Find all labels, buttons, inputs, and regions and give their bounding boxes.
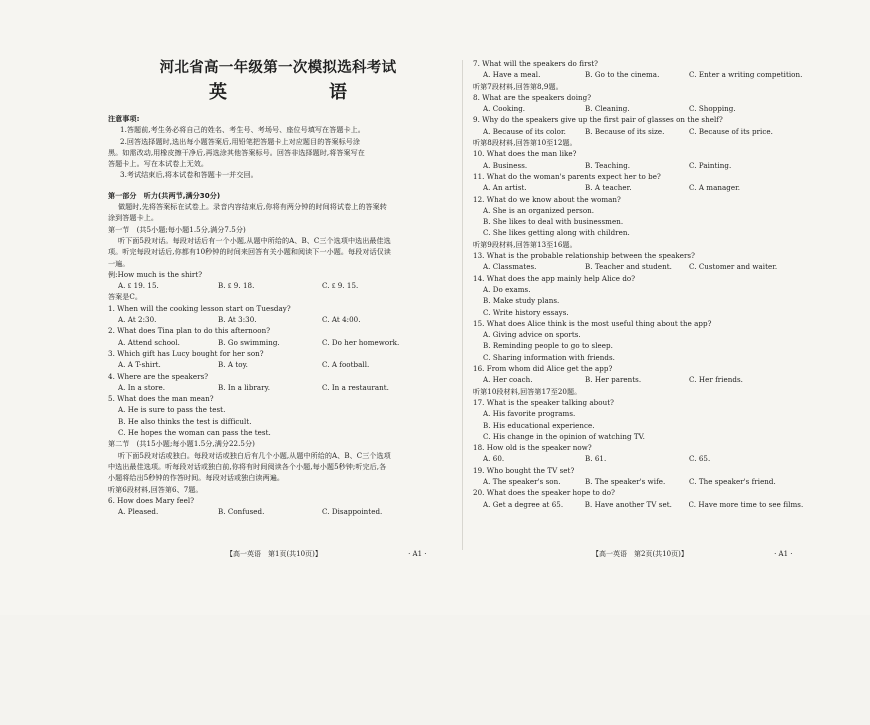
left-question-list bbox=[108, 303, 448, 439]
question-options bbox=[473, 182, 803, 193]
option: A. Classmates. bbox=[483, 262, 537, 272]
note-line: 黑。如需改动,用橡皮擦干净后,再选涂其他答案标号。回答非选择题时,将答案写在 bbox=[108, 147, 365, 157]
question-text: 20. What does the speaker hope to do? bbox=[473, 488, 615, 498]
example-options bbox=[108, 280, 448, 291]
question-text: 6. How does Mary feel? bbox=[108, 495, 195, 505]
example-question: 例:How much is the shirt? bbox=[108, 269, 203, 279]
note-line: 答题卡上。写在本试卷上无效。 bbox=[108, 159, 209, 169]
option: C. His change in the opinion of watching TV. bbox=[483, 431, 645, 441]
footer-code: · A1 · bbox=[408, 550, 427, 558]
option: C. A manager. bbox=[689, 183, 741, 193]
option: B. Cleaning. bbox=[585, 104, 630, 114]
question-text: 2. What does Tina plan to do this afternoon? bbox=[108, 326, 271, 336]
question-text: 18. How old is the speaker now? bbox=[473, 443, 592, 453]
option: B. Teacher and student. bbox=[585, 262, 672, 272]
option: C. ₤ 9. 15. bbox=[322, 281, 359, 291]
option: A. Business. bbox=[483, 160, 528, 170]
option: C. Painting. bbox=[689, 160, 732, 170]
option: A. Pleased. bbox=[118, 507, 159, 517]
option: B. 61. bbox=[585, 454, 607, 464]
question-options bbox=[108, 382, 448, 393]
question-text: 7. What will the speakers do first? bbox=[473, 59, 599, 68]
column-divider bbox=[462, 60, 463, 550]
option: B. Make study plans. bbox=[483, 296, 560, 306]
option: B. Reminding people to go to sleep. bbox=[483, 341, 613, 351]
part1-intro: 涂到答题卡上。 bbox=[108, 213, 159, 223]
question-text: 19. Who bought the TV set? bbox=[473, 465, 575, 475]
option: A. 60. bbox=[483, 454, 505, 464]
note-line: 1.答题前,考生务必将自己的姓名、考生号、考场号、座位号填写在答题卡上。 bbox=[120, 125, 365, 135]
option: B. Her parents. bbox=[585, 375, 642, 385]
part1-intro: 做题时,先将答案标在试卷上。录音内容结束后,你将有两分钟的时间将试卷上的答案转 bbox=[118, 202, 387, 212]
option: A. In a store. bbox=[118, 382, 166, 392]
option: B. He also thinks the test is difficult. bbox=[118, 416, 252, 426]
option: A. Because of its color. bbox=[483, 126, 566, 136]
section1-intro: 听下面5段对话。每段对话后有一个小题,从题中所给的A、B、C三个选项中选出最佳选 bbox=[118, 235, 391, 245]
exam-title: 河北省高一年级第一次模拟选科考试 bbox=[159, 60, 397, 76]
notes-heading: 注意事项: bbox=[108, 114, 140, 123]
question-text: 14. What does the app mainly help Alice do? bbox=[473, 273, 636, 283]
option: A. She is an organized person. bbox=[483, 205, 595, 215]
footer-code: · A1 · bbox=[774, 550, 793, 558]
option: A. Her coach. bbox=[483, 375, 533, 385]
question-text: 16. From whom did Alice get the app? bbox=[473, 364, 613, 374]
question-options bbox=[473, 69, 803, 80]
option: B. She likes to deal with businessmen. bbox=[483, 217, 624, 227]
option: A. Giving advice on sports. bbox=[483, 330, 581, 340]
option: C. 65. bbox=[689, 454, 711, 464]
option: A. He is sure to pass the test. bbox=[118, 405, 226, 415]
option: C. Disappointed. bbox=[322, 507, 383, 517]
material-label: 听第7段材料,回答第8,9题。 bbox=[473, 81, 563, 91]
section2-heading: 第二节 (共15小题;每小题1.5分,满分22.5分) bbox=[108, 439, 255, 449]
question-options bbox=[473, 453, 803, 464]
question-options bbox=[473, 103, 803, 114]
option: A. A T-shirt. bbox=[118, 360, 161, 370]
option: A. His favorite programs. bbox=[483, 409, 576, 419]
option: A. An artist. bbox=[483, 183, 527, 193]
option: B. A toy. bbox=[218, 360, 248, 370]
option: C. Sharing information with friends. bbox=[483, 352, 615, 362]
option: C. Do her homework. bbox=[322, 337, 400, 347]
material-label: 听第10段材料,回答第17至20题。 bbox=[473, 386, 582, 396]
question-options bbox=[108, 337, 448, 348]
note-line: 2.回答选择题时,选出每小题答案后,用铅笔把答题卡上对应题目的答案标号涂 bbox=[120, 136, 361, 146]
question-options bbox=[473, 499, 803, 510]
question-options bbox=[108, 506, 448, 517]
section2-intro: 小题将给出5秒钟的作答时间。每段对话或独白读两遍。 bbox=[108, 473, 285, 483]
option: C. She likes getting along with children. bbox=[483, 228, 630, 238]
option: B. Teaching. bbox=[585, 160, 631, 170]
option: A. Have a meal. bbox=[483, 70, 541, 80]
question-options bbox=[473, 476, 803, 487]
option: C. A football. bbox=[322, 360, 370, 370]
question-text: 9. Why do the speakers give up the first pair of glasses on the shelf? bbox=[473, 115, 723, 125]
section1-heading: 第一节 (共5小题;每小题1.5分,满分7.5分) bbox=[108, 224, 246, 234]
example-answer: 答案是C。 bbox=[108, 292, 143, 302]
option: A. Get a degree at 65. bbox=[483, 499, 564, 509]
exam-subject: 英 语 bbox=[209, 82, 369, 103]
section1-intro: 项。听完每段对话后,你都有10秒钟的时间来回答有关小题和阅读下一小题。每段对话仅读 bbox=[108, 247, 391, 257]
option: A. Attend school. bbox=[118, 337, 180, 347]
question-text: 3. Which gift has Lucy bought for her son? bbox=[108, 348, 264, 358]
option: A. At 2:30. bbox=[118, 315, 157, 325]
right-column bbox=[473, 58, 803, 673]
option: C. Have more time to see films. bbox=[688, 499, 803, 509]
option: C. Shopping. bbox=[689, 104, 736, 114]
section2-intro: 听下面5段对话或独白。每段对话或独白后有几个小题,从题中所给的A、B、C三个选项 bbox=[118, 450, 391, 460]
material-label: 听第9段材料,回答第13至16题。 bbox=[473, 239, 577, 249]
option: B. Have another TV set. bbox=[584, 499, 672, 509]
option: C. Write history essays. bbox=[483, 307, 569, 317]
option: B. Because of its size. bbox=[585, 126, 665, 136]
option: B. At 3:30. bbox=[218, 315, 257, 325]
option: C. He hopes the woman can pass the test. bbox=[118, 428, 271, 438]
footer-page-label: 【高一英语 第2页(共10页)】 bbox=[592, 550, 688, 558]
question-options bbox=[473, 126, 803, 137]
question-options bbox=[473, 261, 803, 272]
option: C. At 4:00. bbox=[322, 315, 361, 325]
material-label: 听第8段材料,回答第10至12题。 bbox=[473, 138, 577, 148]
left-column bbox=[108, 110, 448, 725]
option: B. Confused. bbox=[218, 507, 265, 517]
option: B. Go swimming. bbox=[218, 337, 280, 347]
option: A. Do exams. bbox=[483, 284, 531, 294]
option: C. Because of its price. bbox=[689, 126, 773, 136]
option: C. The speaker's friend. bbox=[689, 476, 776, 486]
question-text: 13. What is the probable relationship between the speakers? bbox=[473, 251, 695, 261]
question-text: 4. Where are the speakers? bbox=[108, 371, 209, 381]
option: A. Cooking. bbox=[483, 104, 526, 114]
question-options bbox=[108, 314, 448, 325]
option: C. In a restaurant. bbox=[322, 382, 389, 392]
option: C. Enter a writing competition. bbox=[689, 70, 803, 80]
note-line: 3.考试结束后,将本试卷和答题卡一并交回。 bbox=[120, 170, 258, 180]
option: B. A teacher. bbox=[585, 183, 632, 193]
right-question-list bbox=[473, 58, 803, 510]
option: C. Customer and waiter. bbox=[689, 262, 778, 272]
question-text: 1. When will the cooking lesson start on Tuesday? bbox=[108, 303, 291, 313]
option: C. Her friends. bbox=[689, 375, 743, 385]
page-footer-left bbox=[226, 549, 426, 559]
option: A. The speaker's son. bbox=[483, 476, 561, 486]
option: B. ₤ 9. 18. bbox=[218, 281, 255, 291]
section2-intro: 中选出最佳选项。听每段对话或独白前,你将有时间阅读各个小题,每小题5秒钟;听完后,各 bbox=[108, 461, 387, 471]
part1-heading: 第一部分 听力(共两节,满分30分) bbox=[108, 190, 221, 200]
option: B. His educational experience. bbox=[483, 420, 595, 430]
option: B. In a library. bbox=[218, 382, 271, 392]
question-options bbox=[108, 359, 448, 370]
question-text: 15. What does Alice think is the most useful thing about the app? bbox=[473, 318, 712, 328]
material-label: 听第6段材料,回答第6、7题。 bbox=[108, 484, 203, 494]
question-text: 8. What are the speakers doing? bbox=[473, 92, 592, 102]
option: B. Go to the cinema. bbox=[585, 70, 660, 80]
question-text: 5. What does the man mean? bbox=[108, 394, 214, 404]
page-footer-right bbox=[592, 549, 792, 559]
option: A. ₤ 19. 15. bbox=[118, 281, 159, 291]
question-text: 17. What is the speaker talking about? bbox=[473, 397, 614, 407]
question-text: 12. What do we know about the woman? bbox=[473, 194, 621, 204]
footer-page-label: 【高一英语 第1页(共10页)】 bbox=[226, 550, 322, 558]
question-options bbox=[473, 160, 803, 171]
question-options bbox=[473, 374, 803, 385]
option: B. The speaker's wife. bbox=[585, 476, 666, 486]
question-text: 11. What do the woman's parents expect her to be? bbox=[473, 171, 661, 181]
section1-intro: 一遍。 bbox=[108, 258, 130, 268]
question-text: 10. What does the man like? bbox=[473, 149, 577, 159]
